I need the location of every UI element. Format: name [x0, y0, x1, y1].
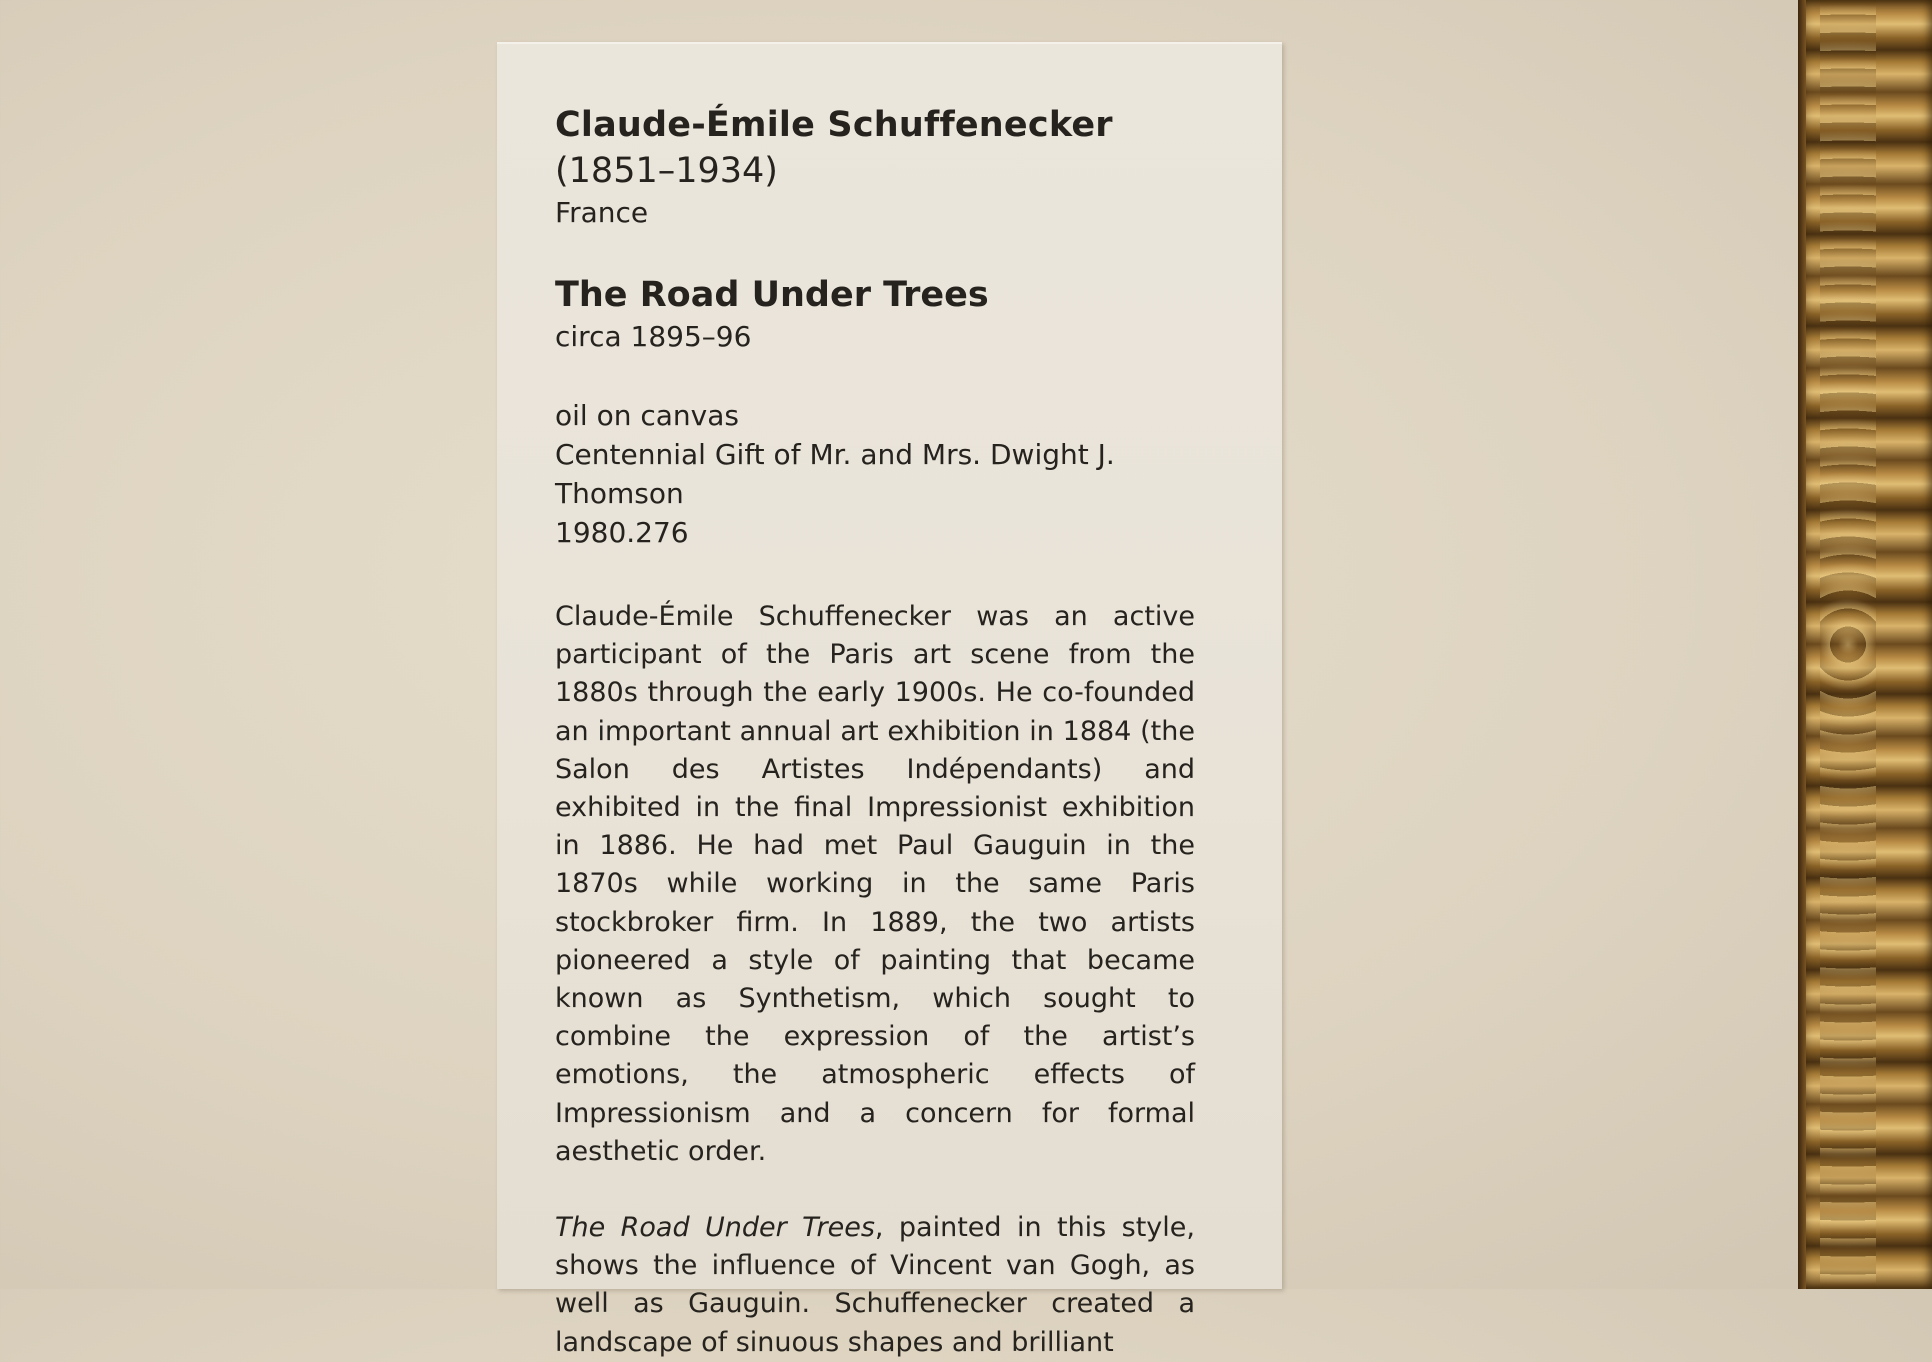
- artwork-details: [555, 396, 1222, 552]
- credit-line: Centennial Gift of Mr. and Mrs. Dwight J.: [555, 438, 1115, 471]
- gilded-picture-frame: [1798, 0, 1932, 1289]
- description-paragraph-2: [555, 1209, 1195, 1362]
- description-paragraph-1: Claude-Émile Schuffenecker was an active participant of the Paris art scene from the 1880s through the early 1900s. He co-founded an important annual art exhibition in 1884 (the Salon des Artistes Indépendants) and exhibited in the final Impressionist exhibition in 1886. He had met Paul Gauguin in the 1870s while working in the same Paris stockbroker firm. In 1889, the two artists pioneered a style of painting that became known as Synthetism, which sought to combine the expression of the artist’s emotions, the atmospheric effects of Impressionism and a concern for formal aesthetic order.: [555, 601, 1195, 1167]
- artist-dates: (1851–1934): [555, 151, 778, 191]
- museum-wall-label: [497, 42, 1282, 1358]
- frame-edge: [1798, 0, 1806, 1289]
- artist-country: France: [555, 196, 649, 229]
- accession-number: 1980.276: [555, 516, 689, 549]
- artwork-medium: oil on canvas: [555, 399, 739, 432]
- artwork-date: circa 1895–96: [555, 320, 752, 353]
- description-paragraph-2-title: The Road Under Trees: [555, 1212, 875, 1244]
- frame-ornament: [1820, 0, 1876, 1289]
- artwork-title: The Road Under Trees: [555, 275, 989, 315]
- description-paragraph-2-text: , painted in this style, shows the influence of Vincent van Gogh, as well as Gauguin. Schuffenecker created a landscape of sinuous shapes and brilliant: [555, 1212, 1195, 1358]
- artist-name: Claude-Émile Schuffenecker: [555, 105, 1113, 145]
- credit-line-continued: Thomson: [555, 477, 684, 510]
